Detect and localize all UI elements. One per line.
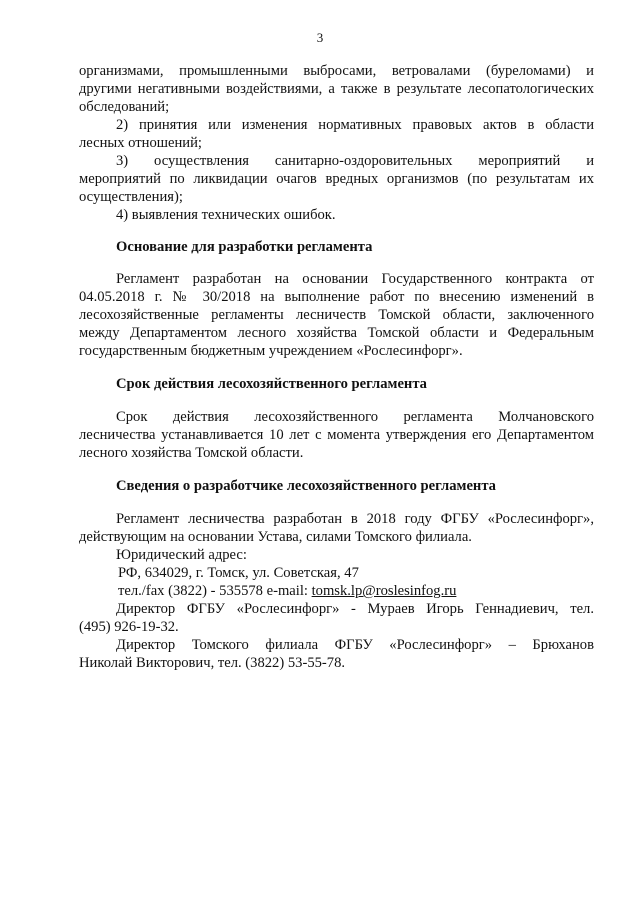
- director-phone: (495) 926-19-32.: [79, 619, 179, 635]
- paragraph-line: 04.05.2018 г. № 30/2018 на выполнение работ по внесению изменений в: [79, 289, 594, 305]
- branch-director-phone: Николай Викторович, тел. (3822) 53-55-78.: [79, 655, 346, 671]
- paragraph-line: лесохозяйственные регламенты лесничеств Томской области, заключенного: [79, 307, 594, 323]
- list-text-line: лесных отношений;: [79, 135, 202, 151]
- page-number: 3: [316, 30, 324, 45]
- paragraph-line: лесного хозяйства Томской области.: [79, 445, 304, 461]
- section-heading: Основание для разработки регламента: [116, 239, 373, 255]
- list-text-line: осуществления);: [79, 189, 183, 205]
- list-item-line: 3) осуществления санитарно-оздоровительных мероприятий и: [116, 153, 594, 169]
- contact-line: [118, 582, 456, 601]
- list-item-line: 2) принятия или изменения нормативных правовых актов в области: [116, 117, 594, 133]
- section-heading: Сведения о разработчике лесохозяйственного регламента: [116, 478, 496, 494]
- address-line: РФ, 634029, г. Томск, ул. Советская, 47: [118, 565, 359, 581]
- list-text-line: организмами, промышленными выбросами, ветровалами (буреломами) и: [79, 63, 594, 79]
- paragraph-line: действующим на основании Устава, силами Томского филиала.: [79, 529, 472, 545]
- paragraph-line: Регламент лесничества разработан в 2018 году ФГБУ «Рослесинфорг»,: [116, 511, 594, 527]
- paragraph-line: Срок действия лесохозяйственного регламента Молчановского: [116, 409, 594, 425]
- address-label: Юридический адрес:: [116, 547, 247, 563]
- section-heading: Срок действия лесохозяйственного регламента: [116, 376, 427, 392]
- paragraph-line: между Департаментом лесного хозяйства Томской области и Федеральным: [79, 325, 594, 341]
- paragraph-line: Регламент разработан на основании Государственного контракта от: [116, 271, 594, 287]
- paragraph-line: государственным бюджетным учреждением «Рослесинфорг».: [79, 343, 463, 359]
- director-line: Директор ФГБУ «Рослесинфорг» - Мураев Игорь Геннадиевич, тел.: [116, 601, 594, 617]
- paragraph-line: лесничества устанавливается 10 лет с момента утверждения его Департаментом: [79, 427, 594, 443]
- phone-fax: тел./fax (3822) - 535578 e-mail:: [118, 583, 308, 599]
- list-text-line: мероприятий по ликвидации очагов вредных организмов (по результатам их: [79, 171, 594, 187]
- email-link[interactable]: tomsk.lp@roslesinfog.ru: [311, 583, 457, 599]
- branch-director-line: Директор Томского филиала ФГБУ «Рослесинфорг» – Брюханов: [116, 637, 594, 653]
- list-item-line: 4) выявления технических ошибок.: [116, 207, 336, 223]
- list-text-line: другими негативными воздействиями, а также в результате лесопатологических: [79, 81, 594, 97]
- list-text-line: обследований;: [79, 99, 170, 115]
